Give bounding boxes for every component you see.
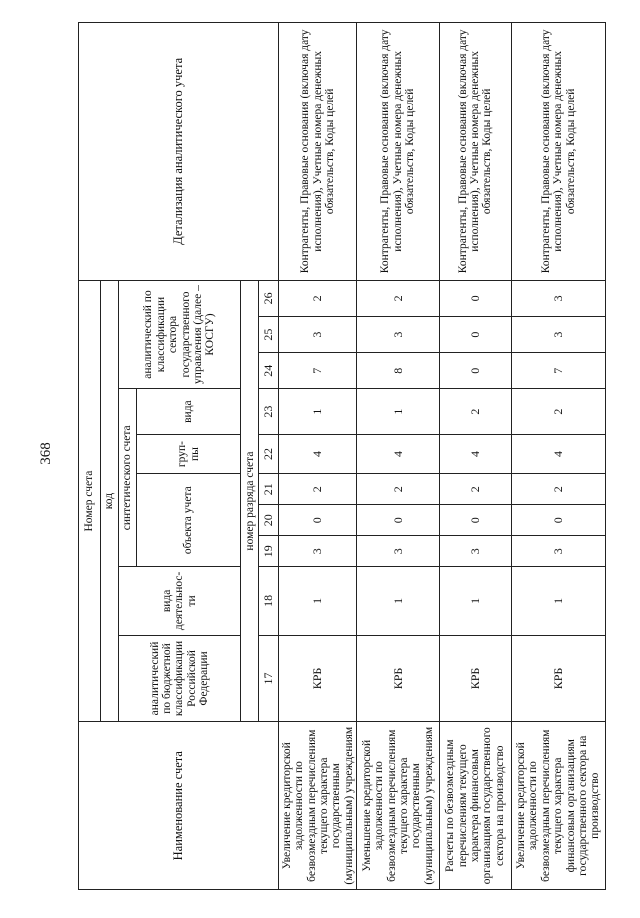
header-accounting-object: объекта учета (137, 474, 241, 567)
digit-label: 17 (259, 635, 279, 722)
digit-cell: 2 (279, 280, 357, 316)
digit-cell: 4 (279, 434, 357, 473)
digit-cell: 3 (511, 536, 605, 567)
digit-cell: 3 (511, 316, 605, 352)
digit-cell: 1 (439, 567, 511, 635)
digit-cell: 7 (511, 353, 605, 389)
digit-cell: 1 (279, 567, 357, 635)
digit-cell: 1 (357, 389, 439, 435)
digit-label: 26 (259, 280, 279, 316)
digit-cell: 3 (439, 536, 511, 567)
analytics-detail-cell: Контрагенты, Правовые основания (включая дату исполнения), Учетные номера денежных обязательств, Коды целей (279, 23, 357, 281)
header-kind: вида (137, 389, 241, 435)
digit-cell: 0 (439, 505, 511, 536)
digit-cell: КРБ (439, 635, 511, 722)
digit-cell: 3 (357, 316, 439, 352)
header-kosgu: аналитический по классификации сектора государственного управления (далее – КОСГУ) (119, 280, 241, 389)
digit-cell: КРБ (511, 635, 605, 722)
account-name-cell: Увеличение кредиторской задолженности по безвозмездным перечислениям текущего характера финансовым организациям государственного сектора на производство (511, 722, 605, 890)
header-budget-classification: аналитический по бюджетной классификации Российской Федерации (119, 635, 241, 722)
account-name-cell: Уменьшение кредиторской задолженности по безвозмездным перечислениям текущего характера государственным (муниципальным) учреждениям (357, 722, 439, 890)
digit-cell: 4 (439, 434, 511, 473)
digit-cell: 2 (511, 389, 605, 435)
digit-cell: 2 (511, 474, 605, 505)
digit-label: 18 (259, 567, 279, 635)
digit-cell: 2 (357, 280, 439, 316)
digit-cell: 1 (511, 567, 605, 635)
digit-cell: 8 (357, 353, 439, 389)
header-digit-number: номер разряда счета (241, 280, 259, 722)
page-number: 368 (37, 441, 54, 465)
header-account-number: Номер счета (79, 280, 101, 722)
header-account-name: Наименование счета (79, 722, 279, 890)
digit-cell: 0 (439, 280, 511, 316)
digit-cell: 2 (357, 474, 439, 505)
table-row (357, 23, 439, 890)
digit-label: 20 (259, 505, 279, 536)
analytics-detail-cell: Контрагенты, Правовые основания (включая дату исполнения), Учетные номера денежных обязательств, Коды целей (511, 23, 605, 281)
digit-cell: 1 (279, 389, 357, 435)
digit-label: 24 (259, 353, 279, 389)
header-synthetic-account: синтетического счета (119, 389, 137, 567)
header-activity-type: вида деятельнос-ти (119, 567, 241, 635)
digit-label: 21 (259, 474, 279, 505)
digit-cell: 3 (279, 316, 357, 352)
digit-cell: 0 (511, 505, 605, 536)
digit-cell: 0 (357, 505, 439, 536)
digit-cell: 7 (279, 353, 357, 389)
digit-label: 23 (259, 389, 279, 435)
account-name-cell: Расчеты по безвозмездным перечислениям текущего характера финансовым организациям государственного сектора на производство (439, 722, 511, 890)
analytics-detail-cell: Контрагенты, Правовые основания (включая дату исполнения), Учетные номера денежных обязательств, Коды целей (357, 23, 439, 281)
table-row (279, 23, 357, 890)
account-name-cell: Увеличение кредиторской задолженности по безвозмездным перечислениям текущего характера государственным (муниципальным) учреждениям (279, 722, 357, 890)
digit-cell: 0 (279, 505, 357, 536)
digit-cell: 0 (439, 316, 511, 352)
rotated-table (78, 22, 606, 890)
digit-label: 25 (259, 316, 279, 352)
analytics-detail-cell: Контрагенты, Правовые основания (включая дату исполнения), Учетные номера денежных обязательств, Коды целей (439, 23, 511, 281)
table-row (511, 23, 605, 890)
digit-cell: 0 (439, 353, 511, 389)
digit-cell: 4 (357, 434, 439, 473)
digit-cell: 3 (511, 280, 605, 316)
header-analytics-detail: Детализация аналитического учета (79, 23, 279, 281)
digit-cell: КРБ (279, 635, 357, 722)
digit-cell: 3 (279, 536, 357, 567)
digit-label: 19 (259, 536, 279, 567)
digit-label: 22 (259, 434, 279, 473)
digit-cell: 2 (439, 389, 511, 435)
digit-cell: КРБ (357, 635, 439, 722)
header-code: код (101, 280, 119, 722)
table-row (439, 23, 511, 890)
digit-cell: 4 (511, 434, 605, 473)
digit-cell: 3 (357, 536, 439, 567)
digit-cell: 2 (279, 474, 357, 505)
digit-cell: 2 (439, 474, 511, 505)
header-group: груп-пы (137, 434, 241, 473)
accounts-table (78, 22, 606, 890)
digit-cell: 1 (357, 567, 439, 635)
rotated-table-frame (78, 22, 606, 890)
